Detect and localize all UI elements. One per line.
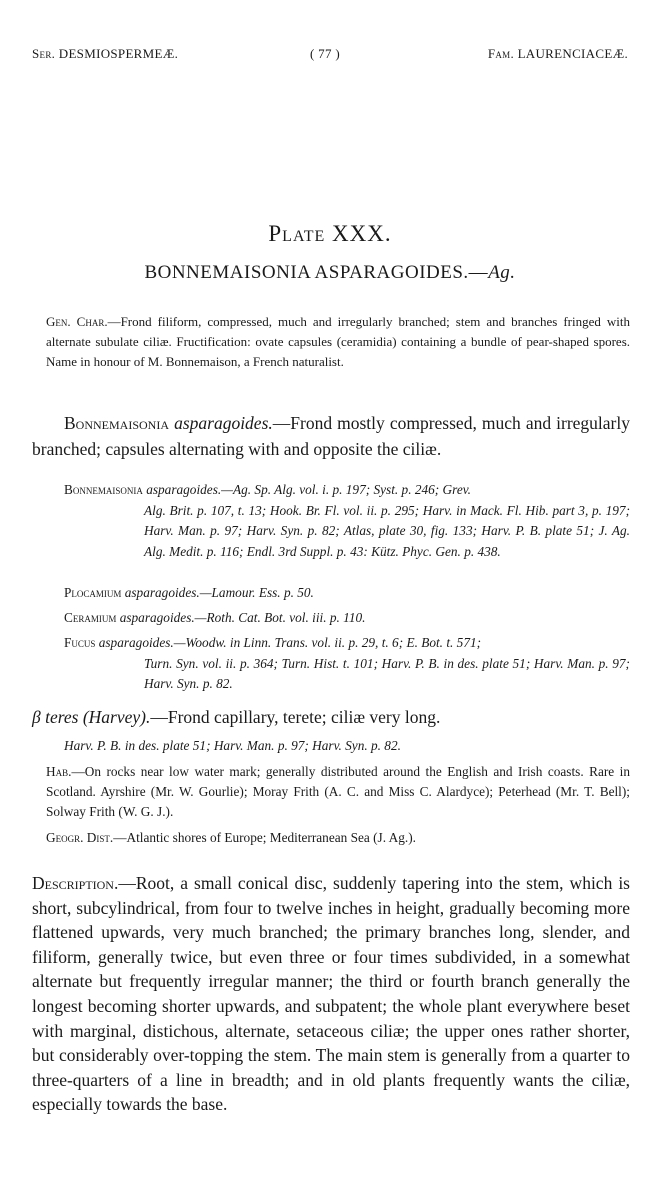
synonym-entry xyxy=(64,583,630,604)
variety-line xyxy=(32,705,440,729)
synonym-first: asparagoides.—Lamour. Ess. p. 50. xyxy=(124,585,314,600)
diag-genus: Bonnemaisonia xyxy=(64,413,170,433)
synonym-rest: Alg. Brit. p. 107, t. 13; Hook. Br. Fl. vol. ii. p. 295; Harv. in Mack. Fl. Hib. part 3, p. 197; Harv. Man. p. 97; Harv. Syn. p. 82; Atlas, plate 30, fig. 133; Harv. P. B. plate 51; J. Ag. Alg. Medit. p. 116; Endl. 3rd Suppl. p. 43: Kütz. Phyc. Gen. p. 438. xyxy=(144,502,630,559)
geographic-distribution xyxy=(46,830,416,846)
habitat-label: Hab. xyxy=(46,764,72,779)
species-title xyxy=(0,262,660,284)
series-name: DESMIOSPERMEÆ. xyxy=(58,46,179,61)
gen-char-text: —Frond filiform, compressed, much and irregularly branched; stem and branches fringed with alternate subulate ciliæ. Fructification: ovate capsules (ceramidia) containing a bundle of pear-shaped spores. Name in honour of M. Bonnemaison, a French naturalist. xyxy=(46,314,630,369)
synonym-rest: Turn. Syn. vol. ii. p. 364; Turn. Hist. t. 101; Harv. P. B. in des. plate 51; Harv. Man. p. 97; Harv. Syn. p. 82. xyxy=(144,655,630,691)
synonym-genus: Fucus xyxy=(64,635,96,650)
synonym-first: asparagoides.—Ag. Sp. Alg. vol. i. p. 197; Syst. p. 246; Grev. xyxy=(146,482,471,497)
description xyxy=(32,871,630,1117)
variety-references xyxy=(64,738,401,754)
running-head-left xyxy=(32,46,178,62)
species-diagnosis xyxy=(32,410,630,462)
plate-title: Plate XXX. xyxy=(268,221,392,246)
geo-text: —Atlantic shores of Europe; Mediterranean Sea (J. Ag.). xyxy=(113,830,416,845)
series-abbr: Ser. xyxy=(32,46,56,61)
synonym-entry xyxy=(64,480,630,562)
family-name: LAURENCIACEÆ. xyxy=(517,46,628,61)
synonym-first: asparagoides.—Woodw. in Linn. Trans. vol. ii. p. 29, t. 6; E. Bot. t. 571; xyxy=(98,635,482,650)
species-name: BONNEMAISONIA ASPARAGOIDES.— xyxy=(144,262,489,283)
synonym-entry xyxy=(64,633,630,695)
synonym-genus: Plocamium xyxy=(64,585,122,600)
variety-text: —Frond capillary, terete; ciliæ very long. xyxy=(150,707,441,727)
synonym-first: asparagoides.—Roth. Cat. Bot. vol. iii. p. 110. xyxy=(119,610,366,625)
diag-species: asparagoides. xyxy=(174,413,273,433)
habitat xyxy=(46,762,630,822)
variety-refs: Harv. P. B. in des. plate 51; Harv. Man. p. 97; Harv. Syn. p. 82. xyxy=(64,738,401,753)
diag-text: —Frond mostly compressed, much and irregularly branched; capsules alternating with and opposite the ciliæ. xyxy=(32,413,630,459)
description-label: Description. xyxy=(32,873,119,893)
gen-char-label: Gen. Char. xyxy=(46,314,108,329)
variety-name: β teres (Harvey). xyxy=(32,707,151,727)
synonym-genus: Bonnemaisonia xyxy=(64,482,143,497)
habitat-text: —On rocks near low water mark; generally distributed around the English and Irish coasts. Rare in Scotland. Ayrshire (Mr. W. Gourlie); Moray Frith (A. C. and Miss C. Alardyce); Peterhead (Mr. T. Bell); Solway Frith (W. G. J.). xyxy=(46,764,630,819)
species-author: Ag. xyxy=(488,262,516,283)
family-abbr: Fam. xyxy=(487,46,514,61)
running-head-right xyxy=(488,46,628,62)
page-number: ( 77 ) xyxy=(310,46,340,61)
description-text: —Root, a small conical disc, suddenly tapering into the stem, which is short, subcylindrical, from four to twelve inches in height, gradually becoming more flattened upwards, very much branched; the primary branches long, slender, and filiform, generally twice, but even three or four times subdivided, in a somewhat alternate but frequently irregular manner; the third or fourth branch generally the longest becoming shorter upwards, and subpatent; the whole plant everywhere beset with marginal, distichous, alternate, setaceous ciliæ; the upper ones rather shorter, but considerably over-topping the stem. The main stem is generally from a quarter to three-quarters of a line in breadth; and in old plants frequently wants the ciliæ, especially towards the base. xyxy=(32,873,630,1115)
generic-character xyxy=(46,312,630,372)
synonym-genus: Ceramium xyxy=(64,610,117,625)
synonym-entry xyxy=(64,608,630,629)
geo-label: Geogr. Dist. xyxy=(46,830,114,845)
